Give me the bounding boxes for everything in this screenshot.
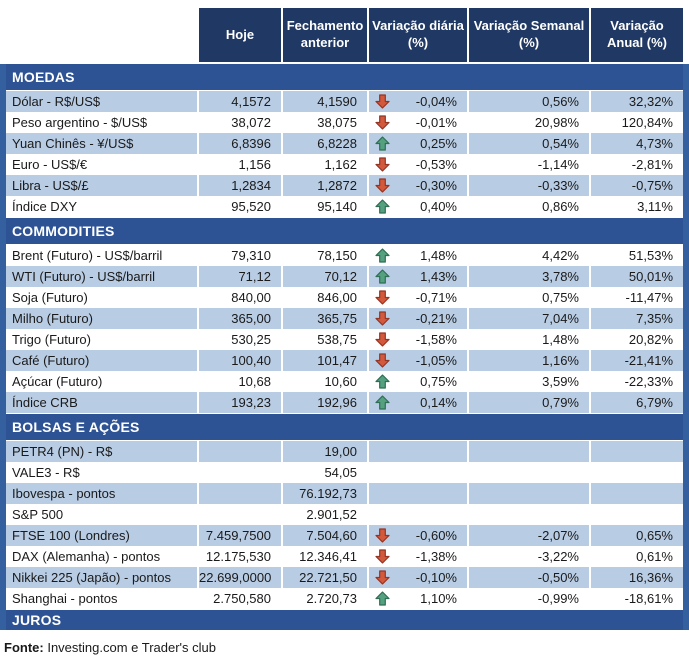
hoje-value: 2.750,580 bbox=[199, 588, 281, 609]
fechamento-anterior-value: 38,075 bbox=[283, 112, 367, 133]
variacao-semanal-value: -2,07% bbox=[469, 525, 589, 546]
variacao-diaria-value: -0,71% bbox=[415, 290, 457, 305]
row-label: Peso argentino - $/US$ bbox=[6, 112, 197, 133]
variacao-semanal-value: 0,56% bbox=[469, 91, 589, 112]
variacao-diaria-value: -0,21% bbox=[415, 311, 457, 326]
section-header-3: JUROS bbox=[6, 610, 683, 630]
table-body bbox=[0, 64, 689, 630]
row-label: Yuan Chinês - ¥/US$ bbox=[6, 133, 197, 154]
variacao-semanal-value: 1,16% bbox=[469, 350, 589, 371]
row-label: DAX (Alemanha) - pontos bbox=[6, 546, 197, 567]
hoje-value: 95,520 bbox=[199, 196, 281, 217]
fechamento-anterior-value: 7.504,60 bbox=[283, 525, 367, 546]
table-row bbox=[6, 154, 683, 175]
hoje-value: 100,40 bbox=[199, 350, 281, 371]
variacao-diaria-cell bbox=[369, 91, 467, 112]
hoje-value: 1,156 bbox=[199, 154, 281, 175]
variacao-semanal-value: -1,14% bbox=[469, 154, 589, 175]
hoje-value: 6,8396 bbox=[199, 133, 281, 154]
variacao-semanal-value: 1,48% bbox=[469, 329, 589, 350]
variacao-diaria-cell bbox=[369, 350, 467, 371]
column-header-fechamento-anterior: Fechamento anterior bbox=[283, 8, 367, 62]
arrow-up-icon bbox=[375, 133, 390, 154]
column-header-variacao-semanal: Variação Semanal (%) bbox=[469, 8, 589, 62]
variacao-diaria-value: -0,10% bbox=[415, 570, 457, 585]
variacao-diaria-cell bbox=[369, 504, 467, 525]
table-row bbox=[6, 266, 683, 287]
variacao-semanal-value: 3,78% bbox=[469, 266, 589, 287]
table-row bbox=[6, 392, 683, 413]
variacao-diaria-value: 1,43% bbox=[420, 269, 457, 284]
variacao-diaria-cell bbox=[369, 154, 467, 175]
variacao-diaria-cell bbox=[369, 546, 467, 567]
table-row bbox=[6, 196, 683, 217]
variacao-anual-value bbox=[591, 462, 683, 483]
row-label: Milho (Futuro) bbox=[6, 308, 197, 329]
table-row bbox=[6, 91, 683, 112]
hoje-value bbox=[199, 504, 281, 525]
variacao-anual-value: 3,11% bbox=[591, 196, 683, 217]
table-row bbox=[6, 462, 683, 483]
variacao-semanal-value: 0,86% bbox=[469, 196, 589, 217]
variacao-diaria-value: -0,30% bbox=[415, 178, 457, 193]
arrow-down-icon bbox=[375, 308, 390, 329]
arrow-down-icon bbox=[375, 287, 390, 308]
hoje-value: 71,12 bbox=[199, 266, 281, 287]
fechamento-anterior-value: 78,150 bbox=[283, 245, 367, 266]
table-row bbox=[6, 441, 683, 462]
row-label: Shanghai - pontos bbox=[6, 588, 197, 609]
variacao-anual-value: 0,65% bbox=[591, 525, 683, 546]
variacao-diaria-cell bbox=[369, 392, 467, 413]
arrow-up-icon bbox=[375, 588, 390, 609]
arrow-down-icon bbox=[375, 112, 390, 133]
table-row bbox=[6, 567, 683, 588]
variacao-anual-value: 32,32% bbox=[591, 91, 683, 112]
row-label: Libra - US$/£ bbox=[6, 175, 197, 196]
variacao-diaria-cell bbox=[369, 588, 467, 609]
variacao-diaria-value: -0,60% bbox=[415, 528, 457, 543]
variacao-anual-value: 51,53% bbox=[591, 245, 683, 266]
table-row bbox=[6, 350, 683, 371]
variacao-semanal-value: 20,98% bbox=[469, 112, 589, 133]
hoje-value: 7.459,7500 bbox=[199, 525, 281, 546]
table-row bbox=[6, 546, 683, 567]
variacao-diaria-cell bbox=[369, 567, 467, 588]
hoje-value: 4,1572 bbox=[199, 91, 281, 112]
section-header-2: BOLSAS E AÇÕES bbox=[6, 414, 683, 440]
row-label: Ibovespa - pontos bbox=[6, 483, 197, 504]
row-label: Brent (Futuro) - US$/barril bbox=[6, 245, 197, 266]
variacao-diaria-cell bbox=[369, 483, 467, 504]
variacao-diaria-cell bbox=[369, 462, 467, 483]
fechamento-anterior-value: 2.720,73 bbox=[283, 588, 367, 609]
section-header-1: COMMODITIES bbox=[6, 218, 683, 244]
variacao-diaria-cell bbox=[369, 245, 467, 266]
fechamento-anterior-value: 22.721,50 bbox=[283, 567, 367, 588]
table-row bbox=[6, 308, 683, 329]
variacao-semanal-value: -3,22% bbox=[469, 546, 589, 567]
variacao-semanal-value: 0,54% bbox=[469, 133, 589, 154]
variacao-anual-value bbox=[591, 483, 683, 504]
fechamento-anterior-value: 4,1590 bbox=[283, 91, 367, 112]
arrow-down-icon bbox=[375, 91, 390, 112]
variacao-semanal-value: -0,99% bbox=[469, 588, 589, 609]
variacao-diaria-value: 0,75% bbox=[420, 374, 457, 389]
hoje-value bbox=[199, 462, 281, 483]
variacao-semanal-value: -0,50% bbox=[469, 567, 589, 588]
table-row bbox=[6, 287, 683, 308]
variacao-anual-value: -18,61% bbox=[591, 588, 683, 609]
variacao-diaria-value: -0,01% bbox=[415, 115, 457, 130]
fechamento-anterior-value: 19,00 bbox=[283, 441, 367, 462]
variacao-diaria-cell bbox=[369, 525, 467, 546]
hoje-value: 365,00 bbox=[199, 308, 281, 329]
table-row bbox=[6, 504, 683, 525]
hoje-value: 79,310 bbox=[199, 245, 281, 266]
variacao-anual-value: -11,47% bbox=[591, 287, 683, 308]
arrow-up-icon bbox=[375, 266, 390, 287]
row-label: Dólar - R$/US$ bbox=[6, 91, 197, 112]
variacao-diaria-cell bbox=[369, 308, 467, 329]
variacao-diaria-cell bbox=[369, 371, 467, 392]
variacao-semanal-value: 7,04% bbox=[469, 308, 589, 329]
section-header-0: MOEDAS bbox=[6, 64, 683, 90]
row-label: Café (Futuro) bbox=[6, 350, 197, 371]
variacao-diaria-cell bbox=[369, 287, 467, 308]
variacao-diaria-cell bbox=[369, 175, 467, 196]
variacao-anual-value: 4,73% bbox=[591, 133, 683, 154]
variacao-semanal-value bbox=[469, 483, 589, 504]
variacao-semanal-value: -0,33% bbox=[469, 175, 589, 196]
variacao-anual-value: 0,61% bbox=[591, 546, 683, 567]
arrow-down-icon bbox=[375, 525, 390, 546]
variacao-diaria-value: -1,58% bbox=[415, 332, 457, 347]
variacao-semanal-value bbox=[469, 462, 589, 483]
variacao-diaria-cell bbox=[369, 196, 467, 217]
fechamento-anterior-value: 365,75 bbox=[283, 308, 367, 329]
arrow-down-icon bbox=[375, 154, 390, 175]
arrow-up-icon bbox=[375, 196, 390, 217]
row-label: Soja (Futuro) bbox=[6, 287, 197, 308]
table-row bbox=[6, 245, 683, 266]
variacao-diaria-value: 0,14% bbox=[420, 395, 457, 410]
variacao-anual-value: 20,82% bbox=[591, 329, 683, 350]
variacao-anual-value: -2,81% bbox=[591, 154, 683, 175]
row-label: PETR4 (PN) - R$ bbox=[6, 441, 197, 462]
row-label: Euro - US$/€ bbox=[6, 154, 197, 175]
table-row bbox=[6, 371, 683, 392]
variacao-diaria-value: 1,10% bbox=[420, 591, 457, 606]
arrow-down-icon bbox=[375, 329, 390, 350]
variacao-anual-value bbox=[591, 441, 683, 462]
arrow-down-icon bbox=[375, 567, 390, 588]
variacao-anual-value: 6,79% bbox=[591, 392, 683, 413]
arrow-down-icon bbox=[375, 546, 390, 567]
fechamento-anterior-value: 10,60 bbox=[283, 371, 367, 392]
row-label: Açúcar (Futuro) bbox=[6, 371, 197, 392]
fechamento-anterior-value: 95,140 bbox=[283, 196, 367, 217]
fechamento-anterior-value: 846,00 bbox=[283, 287, 367, 308]
header-spacer bbox=[6, 8, 197, 62]
variacao-diaria-value: 0,25% bbox=[420, 136, 457, 151]
variacao-diaria-cell bbox=[369, 329, 467, 350]
row-label: Nikkei 225 (Japão) - pontos bbox=[6, 567, 197, 588]
column-header-hoje: Hoje bbox=[199, 8, 281, 62]
variacao-semanal-value: 4,42% bbox=[469, 245, 589, 266]
fechamento-anterior-value: 538,75 bbox=[283, 329, 367, 350]
hoje-value: 1,2834 bbox=[199, 175, 281, 196]
variacao-semanal-value: 3,59% bbox=[469, 371, 589, 392]
hoje-value: 530,25 bbox=[199, 329, 281, 350]
hoje-value: 22.699,0000 bbox=[199, 567, 281, 588]
arrow-up-icon bbox=[375, 245, 390, 266]
variacao-anual-value: 16,36% bbox=[591, 567, 683, 588]
table-row bbox=[6, 133, 683, 154]
fechamento-anterior-value: 1,162 bbox=[283, 154, 367, 175]
fechamento-anterior-value: 2.901,52 bbox=[283, 504, 367, 525]
variacao-diaria-cell bbox=[369, 441, 467, 462]
fechamento-anterior-value: 76.192,73 bbox=[283, 483, 367, 504]
fechamento-anterior-value: 192,96 bbox=[283, 392, 367, 413]
row-label: Índice DXY bbox=[6, 196, 197, 217]
variacao-diaria-value: -1,38% bbox=[415, 549, 457, 564]
variacao-diaria-value: 1,48% bbox=[420, 248, 457, 263]
column-header-variacao-diaria: Variação diária (%) bbox=[369, 8, 467, 62]
variacao-diaria-value: -0,04% bbox=[415, 94, 457, 109]
table-header-row bbox=[6, 8, 683, 62]
fechamento-anterior-value: 12.346,41 bbox=[283, 546, 367, 567]
column-header-variacao-anual: Variação Anual (%) bbox=[591, 8, 683, 62]
hoje-value: 10,68 bbox=[199, 371, 281, 392]
variacao-diaria-value: -1,05% bbox=[415, 353, 457, 368]
table-row bbox=[6, 112, 683, 133]
row-label: VALE3 - R$ bbox=[6, 462, 197, 483]
hoje-value bbox=[199, 483, 281, 504]
variacao-diaria-cell bbox=[369, 266, 467, 287]
variacao-diaria-value: 0,40% bbox=[420, 199, 457, 214]
variacao-anual-value: 7,35% bbox=[591, 308, 683, 329]
row-label: WTI (Futuro) - US$/barril bbox=[6, 266, 197, 287]
variacao-diaria-cell bbox=[369, 112, 467, 133]
variacao-anual-value: -22,33% bbox=[591, 371, 683, 392]
variacao-semanal-value bbox=[469, 504, 589, 525]
table-row bbox=[6, 175, 683, 196]
variacao-semanal-value: 0,79% bbox=[469, 392, 589, 413]
arrow-up-icon bbox=[375, 392, 390, 413]
hoje-value bbox=[199, 441, 281, 462]
fechamento-anterior-value: 70,12 bbox=[283, 266, 367, 287]
variacao-anual-value: 120,84% bbox=[591, 112, 683, 133]
fechamento-anterior-value: 101,47 bbox=[283, 350, 367, 371]
row-label: S&P 500 bbox=[6, 504, 197, 525]
fechamento-anterior-value: 54,05 bbox=[283, 462, 367, 483]
hoje-value: 12.175,530 bbox=[199, 546, 281, 567]
variacao-anual-value: -0,75% bbox=[591, 175, 683, 196]
fechamento-anterior-value: 1,2872 bbox=[283, 175, 367, 196]
variacao-diaria-value: -0,53% bbox=[415, 157, 457, 172]
arrow-down-icon bbox=[375, 350, 390, 371]
row-label: Índice CRB bbox=[6, 392, 197, 413]
arrow-up-icon bbox=[375, 371, 390, 392]
table-row bbox=[6, 329, 683, 350]
variacao-anual-value: 50,01% bbox=[591, 266, 683, 287]
table-row bbox=[6, 483, 683, 504]
row-label: FTSE 100 (Londres) bbox=[6, 525, 197, 546]
variacao-diaria-cell bbox=[369, 133, 467, 154]
variacao-semanal-value bbox=[469, 441, 589, 462]
row-label: Trigo (Futuro) bbox=[6, 329, 197, 350]
table-row bbox=[6, 525, 683, 546]
hoje-value: 840,00 bbox=[199, 287, 281, 308]
source-label: Fonte: bbox=[4, 640, 44, 655]
arrow-down-icon bbox=[375, 175, 390, 196]
source-text: Investing.com e Trader's club bbox=[43, 640, 217, 655]
source-note bbox=[4, 640, 689, 655]
variacao-semanal-value: 0,75% bbox=[469, 287, 589, 308]
hoje-value: 193,23 bbox=[199, 392, 281, 413]
fechamento-anterior-value: 6,8228 bbox=[283, 133, 367, 154]
variacao-anual-value: -21,41% bbox=[591, 350, 683, 371]
hoje-value: 38,072 bbox=[199, 112, 281, 133]
variacao-anual-value bbox=[591, 504, 683, 525]
table-row bbox=[6, 588, 683, 609]
